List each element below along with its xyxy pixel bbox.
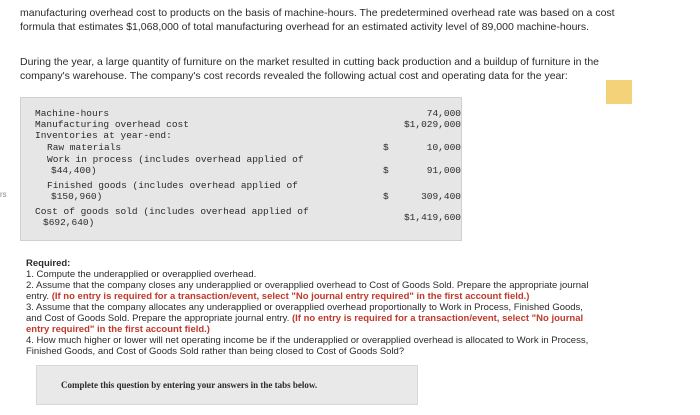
row-label: Inventories at year-end: (35, 130, 172, 141)
requirement-item: 2. Assume that the company closes any underapplied or overapplied overhead to Cost of Goods Sold. Prepare the appropriate journal (26, 280, 589, 291)
row-label: $44,400) (51, 165, 97, 176)
row-label: $692,640) (43, 217, 95, 228)
instruction-note: (If no entry is required for a transaction/event, select "No journal (291, 313, 584, 324)
row-currency: $ (383, 165, 389, 176)
instruction-note: (If no entry is required for a transaction/event, select "No journal entry required" in the first account field.) (51, 291, 530, 302)
requirement-item: 1. Compute the underapplied or overapplied overhead. (26, 269, 257, 280)
requirement-item: 4. How much higher or lower will net operating income be if the underapplied or overapplied overhead is allocated to Work in Process, (26, 335, 589, 346)
scenario-paragraph (20, 55, 670, 83)
requirement-text: entry. (26, 291, 52, 302)
scenario-line: company's warehouse. The company's cost records revealed the following actual cost and operating data for the year: (20, 70, 568, 82)
row-label: Cost of goods sold (includes overhead applied of (35, 206, 309, 217)
row-value: $1,029,000 (403, 119, 461, 130)
row-label: Manufacturing overhead cost (35, 119, 189, 130)
row-value: 309,400 (421, 191, 461, 202)
row-value: 91,000 (426, 165, 461, 176)
intro-line: manufacturing overhead cost to products on the basis of machine-hours. The predetermined overhead rate was based on a cost (20, 7, 615, 19)
requirement-item (26, 313, 676, 324)
intro-paragraph (20, 6, 670, 34)
required-heading: Required: (26, 258, 71, 269)
tabs-instruction-box (36, 365, 418, 405)
required-section (26, 258, 676, 357)
requirement-item: 3. Assume that the company allocates any underapplied or overapplied overhead proportionally to Work in Process, Finished Goods, (26, 302, 583, 313)
sticky-note-marker (606, 80, 632, 104)
row-currency: $ (383, 191, 389, 202)
row-value: 10,000 (426, 142, 461, 153)
requirement-item: Finished Goods, and Cost of Goods Sold rather than being closed to Cost of Goods Sold? (26, 346, 405, 357)
row-label: $150,960) (51, 191, 103, 202)
edge-text: rs (0, 190, 7, 199)
row-label: Raw materials (47, 142, 122, 153)
requirement-text: and Cost of Goods Sold. Prepare the appropriate journal entry. (26, 313, 292, 324)
intro-line: formula that estimates $1,068,000 of total manufacturing overhead for an estimated activity level of 89,000 machine-hours. (20, 21, 590, 33)
row-label: Machine-hours (35, 108, 110, 119)
requirement-item (26, 291, 676, 302)
scenario-line: During the year, a large quantity of furniture on the market resulted in cutting back production and a buildup of furniture in the (20, 56, 600, 68)
row-currency: $ (383, 142, 389, 153)
tabs-instruction-text: Complete this question by entering your answers in the tabs below. (61, 380, 318, 390)
row-label: Finished goods (includes overhead applied of (47, 180, 298, 191)
row-value: $1,419,600 (403, 212, 461, 223)
instruction-note: entry required" in the first account field.) (26, 324, 210, 335)
cost-data-table (20, 97, 462, 241)
row-value: 74,000 (426, 108, 461, 119)
row-label: Work in process (includes overhead applied of (47, 154, 304, 165)
